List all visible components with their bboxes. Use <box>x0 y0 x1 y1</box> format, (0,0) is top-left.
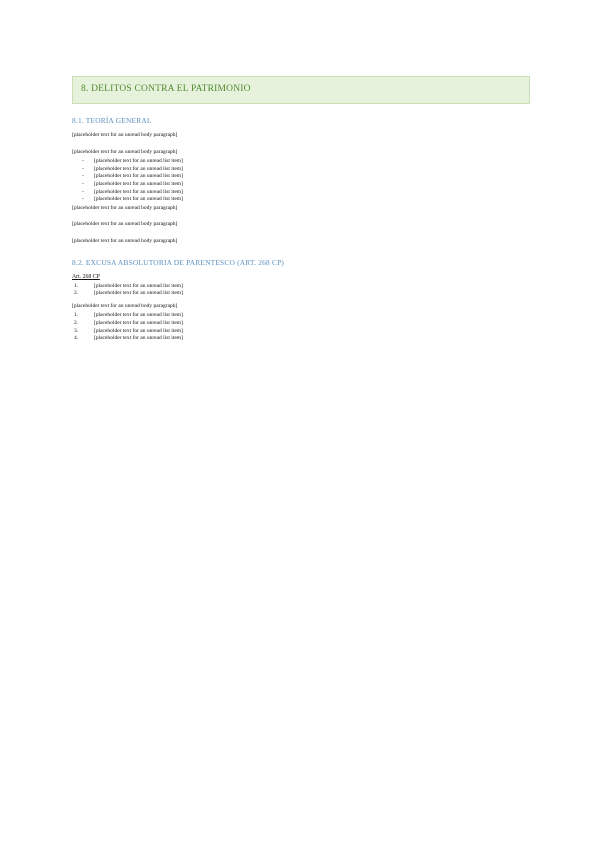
list-item: - [placeholder text for an unread list item] <box>82 196 183 203</box>
chapter-title: 8. DELITOS CONTRA EL PATRIMONIO <box>72 76 530 104</box>
article-label: Art. 268 CP <box>72 273 100 280</box>
list-item: - [placeholder text for an unread list item] <box>82 173 183 180</box>
list-item: - [placeholder text for an unread list item] <box>82 158 183 165</box>
list-item: - [placeholder text for an unread list item] <box>82 180 183 187</box>
list-item: 2. [placeholder text for an unread list item] <box>74 290 183 297</box>
article-list <box>72 283 532 298</box>
list-item: 3. [placeholder text for an unread list item] <box>74 327 183 334</box>
bullet-list <box>72 158 532 204</box>
paragraph: [placeholder text for an unread body paragraph] <box>72 204 178 211</box>
list-item: 1. [placeholder text for an unread list item] <box>74 282 183 289</box>
section-title-excusa-absolutoria: 8.2. EXCUSA ABSOLUTORIA DE PARENTESCO (ART. 268 CP) <box>72 257 285 267</box>
list-item: - [placeholder text for an unread list item] <box>82 188 183 195</box>
list-item: 1. [placeholder text for an unread list item] <box>74 312 183 319</box>
paragraph: [placeholder text for an unread body paragraph] <box>72 221 178 228</box>
list-item: 2. [placeholder text for an unread list item] <box>74 319 183 326</box>
list-item: - [placeholder text for an unread list item] <box>82 165 183 172</box>
paragraph: [placeholder text for an unread body paragraph] <box>72 132 178 138</box>
section-title-teoria-general: 8.1. TEORÍA GENERAL <box>72 116 152 125</box>
paragraph: [placeholder text for an unread body paragraph] <box>72 148 178 155</box>
numbered-list <box>72 312 532 342</box>
paragraph: [placeholder text for an unread body paragraph] <box>72 237 178 244</box>
list-item: 4. [placeholder text for an unread list item] <box>74 335 183 342</box>
paragraph: [placeholder text for an unread body paragraph] <box>72 302 178 309</box>
page-content <box>72 116 532 344</box>
